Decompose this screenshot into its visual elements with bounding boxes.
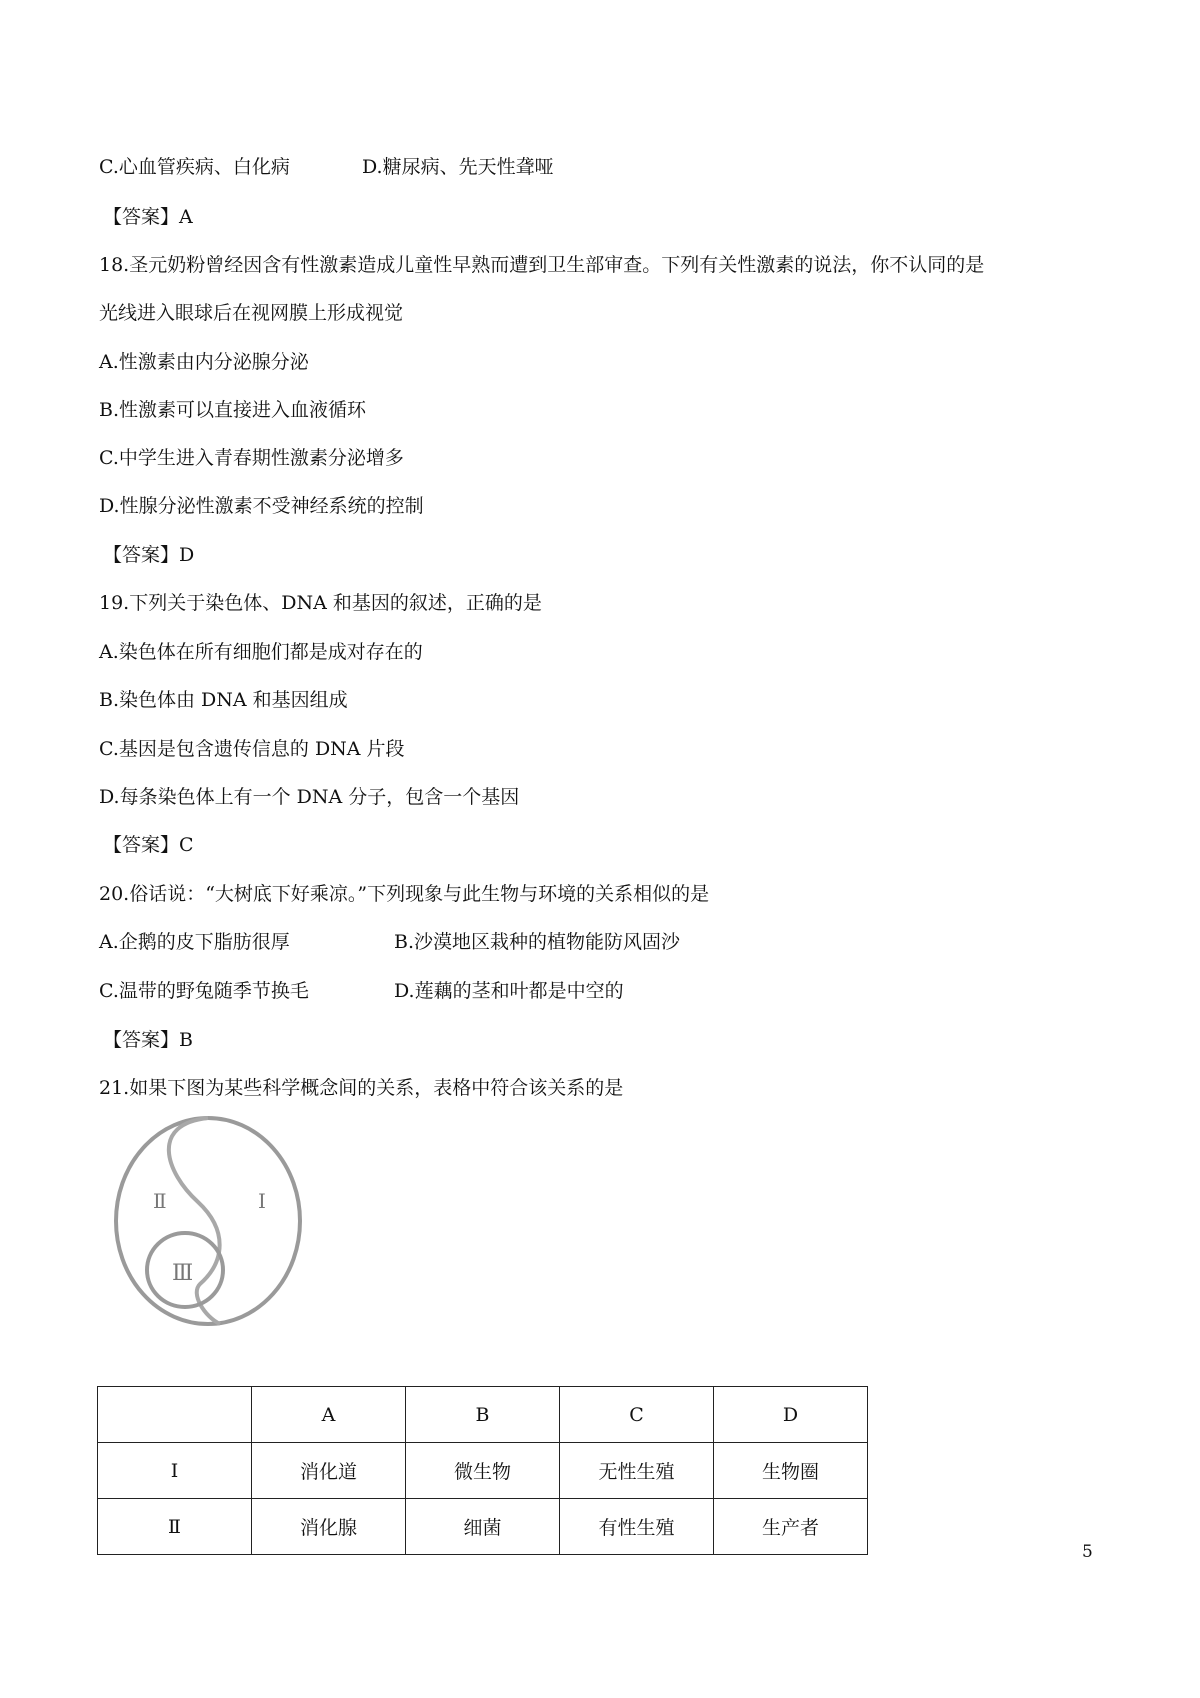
q19-option-b: B.染色体由 DNA 和基因组成 [99, 689, 348, 711]
table-cell: A [252, 1387, 406, 1443]
q20-answer: 【答案】B [103, 1029, 193, 1051]
q19-option-d: D.每条染色体上有一个 DNA 分子，包含一个基因 [99, 786, 520, 808]
q20-option-d: D.莲藕的茎和叶都是中空的 [394, 980, 624, 1002]
table-cell: 消化道 [252, 1443, 406, 1499]
q18-option-a: A.性激素由内分泌腺分泌 [99, 351, 309, 373]
table-cell: Ⅱ [98, 1499, 252, 1555]
q18-option-b: B.性激素可以直接进入血液循环 [99, 399, 367, 421]
table-row [98, 1443, 868, 1499]
q21-stem: 21.如果下图为某些科学概念间的关系，表格中符合该关系的是 [99, 1077, 624, 1099]
q19-stem: 19.下列关于染色体、DNA 和基因的叙述，正确的是 [99, 592, 542, 614]
table-cell: 有性生殖 [560, 1499, 714, 1555]
q18-stem-line1: 18.圣元奶粉曾经因含有性激素造成儿童性早熟而遭到卫生部审查。下列有关性激素的说法，你不认同的是 [99, 254, 985, 276]
label-i: Ⅰ [258, 1189, 266, 1213]
q18-option-c: C.中学生进入青春期性激素分泌增多 [99, 447, 404, 469]
q17-answer: 【答案】A [103, 206, 193, 228]
concept-relationship-diagram [110, 1112, 306, 1330]
table-cell: 消化腺 [252, 1499, 406, 1555]
outer-circle [116, 1118, 300, 1324]
table-cell: C [560, 1387, 714, 1443]
q20-option-a: A.企鹅的皮下脂肪很厚 [99, 931, 290, 953]
q17-option-c: C.心血管疾病、白化病 [99, 156, 290, 178]
label-ii: Ⅱ [153, 1189, 167, 1213]
table-cell: 生物圈 [714, 1443, 868, 1499]
table-cell: D [714, 1387, 868, 1443]
q17-option-d: D.糖尿病、先天性聋哑 [362, 156, 554, 178]
table-cell: 微生物 [406, 1443, 560, 1499]
q20-stem: 20.俗话说：“大树底下好乘凉。”下列现象与此生物与环境的关系相似的是 [99, 883, 710, 905]
q18-answer: 【答案】D [103, 544, 195, 566]
page-number: 5 [1082, 1542, 1093, 1562]
table-cell: B [406, 1387, 560, 1443]
table-row [98, 1499, 868, 1555]
q20-option-b: B.沙漠地区栽种的植物能防风固沙 [394, 931, 681, 953]
table-cell: Ⅰ [98, 1443, 252, 1499]
table-cell: 无性生殖 [560, 1443, 714, 1499]
q18-option-d: D.性腺分泌性激素不受神经系统的控制 [99, 495, 424, 517]
q20-option-c: C.温带的野兔随季节换毛 [99, 980, 309, 1002]
table-header-row [98, 1387, 868, 1443]
table-cell [98, 1387, 252, 1443]
options-table [97, 1386, 868, 1555]
q19-answer: 【答案】C [103, 834, 194, 856]
label-iii: Ⅲ [172, 1261, 194, 1286]
q19-option-c: C.基因是包含遗传信息的 DNA 片段 [99, 738, 405, 760]
q18-stem-line2: 光线进入眼球后在视网膜上形成视觉 [99, 302, 404, 324]
table-cell: 细菌 [406, 1499, 560, 1555]
q19-option-a: A.染色体在所有细胞们都是成对存在的 [99, 641, 423, 663]
table-cell: 生产者 [714, 1499, 868, 1555]
